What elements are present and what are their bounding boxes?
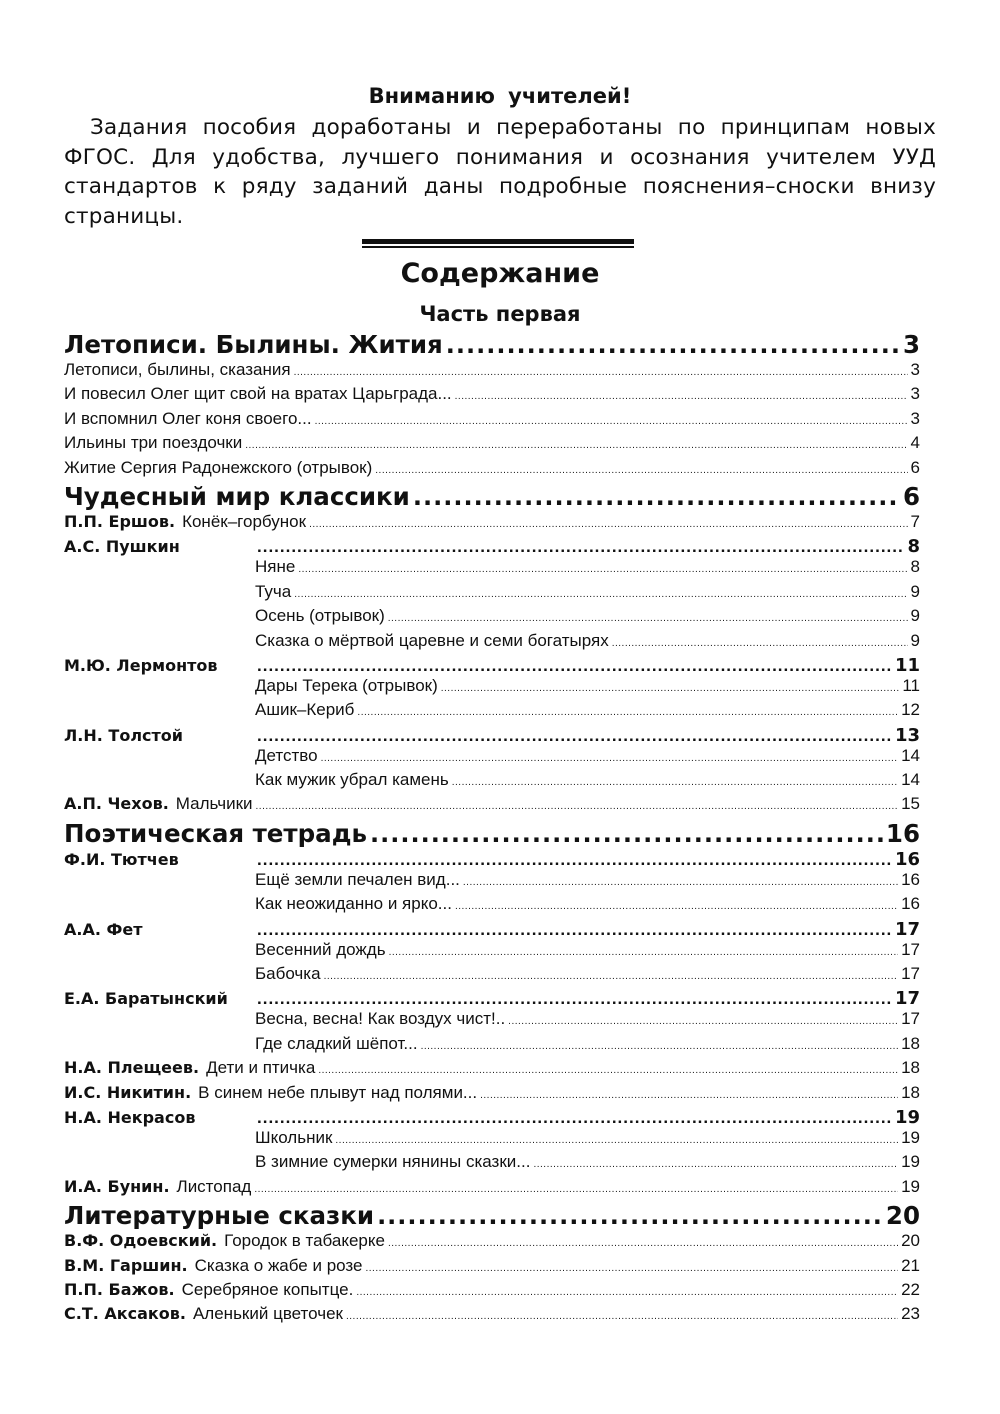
toc-page-number: 13 xyxy=(894,724,920,746)
toc-item[interactable] xyxy=(64,433,920,457)
toc-author: Е.А. Баратынский xyxy=(64,989,228,1009)
toc-item-title: Сказка о жабе и розе xyxy=(194,1255,363,1275)
toc-item[interactable] xyxy=(64,676,920,700)
toc-page-number: 14 xyxy=(901,770,920,790)
toc-leader-dots xyxy=(480,1090,898,1101)
toc-item[interactable] xyxy=(64,384,920,408)
toc-author[interactable] xyxy=(64,849,920,870)
toc-page-number: 16 xyxy=(894,848,920,870)
toc-page-number: 19 xyxy=(901,1127,920,1147)
toc-page-number: 16 xyxy=(901,869,920,889)
toc-item-title: Ашик–Кериб xyxy=(255,700,355,720)
toc-author[interactable] xyxy=(64,655,920,676)
toc-page-number: 18 xyxy=(901,1058,920,1078)
toc-leader-dots xyxy=(298,564,907,575)
toc-item-title: Городок в табакерке xyxy=(224,1231,385,1251)
toc-leader-dots xyxy=(421,1041,899,1052)
toc-item-title: Аленький цветочек xyxy=(192,1304,343,1324)
toc-author[interactable] xyxy=(64,988,920,1009)
toc-leader-dots xyxy=(446,331,900,359)
toc-author: М.Ю. Лермонтов xyxy=(64,655,218,675)
toc-author: В.М. Гаршин. xyxy=(64,1255,188,1275)
toc-page-number: 12 xyxy=(901,700,920,720)
toc-leader-dots xyxy=(294,367,908,378)
toc-section[interactable] xyxy=(64,482,920,512)
toc-item-title: Как неожиданно и ярко... xyxy=(255,894,452,914)
toc-item[interactable] xyxy=(64,1034,920,1058)
toc-leader-dots xyxy=(388,1238,898,1249)
toc-item-title: Дети и птичка xyxy=(206,1058,316,1078)
toc-item-title: В синем небе плывут над полями... xyxy=(198,1082,478,1102)
toc-page-number: 19 xyxy=(901,1152,920,1172)
toc-leader-dots xyxy=(256,801,899,812)
toc-page-number: 15 xyxy=(901,794,920,814)
toc-leader-dots xyxy=(377,1202,883,1230)
toc-leader-dots xyxy=(315,416,908,427)
toc-leader-dots xyxy=(612,638,908,649)
toc-item-title: Где сладкий шёпот... xyxy=(255,1033,418,1053)
toc-item[interactable] xyxy=(64,894,920,918)
toc-page-number: 19 xyxy=(901,1176,920,1196)
divider-thick xyxy=(362,239,634,244)
toc-page-number: 23 xyxy=(901,1304,920,1324)
toc-item-title: Школьник xyxy=(255,1127,333,1147)
toc-leader-dots xyxy=(365,1263,898,1274)
toc-leader-dots xyxy=(257,656,892,676)
toc-leader-dots xyxy=(254,1184,898,1195)
toc-page-number: 18 xyxy=(901,1033,920,1053)
toc-item[interactable] xyxy=(64,606,920,630)
toc-item[interactable] xyxy=(64,360,920,384)
toc-page-number: 20 xyxy=(901,1231,920,1251)
toc-section[interactable] xyxy=(64,1201,920,1231)
toc-leader-dots xyxy=(413,483,900,511)
toc-page-number: 18 xyxy=(901,1082,920,1102)
toc-author[interactable] xyxy=(64,1107,920,1128)
notice-text: Задания пособия доработаны и переработаны по принципам новых ФГОС. Для удобства, лучшего понимания и осознания учителем УУД стандартов к ряду заданий даны подробные пояснения–сноски внизу страницы. xyxy=(64,115,936,229)
toc-item[interactable] xyxy=(64,409,920,433)
toc-page-number: 3 xyxy=(902,330,920,359)
toc-item[interactable] xyxy=(64,1231,920,1255)
toc-leader-dots xyxy=(508,1016,898,1027)
toc-author[interactable] xyxy=(64,725,920,746)
toc-page-number: 17 xyxy=(894,918,920,940)
toc-item-title: Ещё земли печален вид... xyxy=(255,869,460,889)
toc-leader-dots xyxy=(309,519,907,530)
toc-item[interactable] xyxy=(64,1083,920,1107)
toc-author: И.С. Никитин. xyxy=(64,1082,192,1102)
toc-item[interactable] xyxy=(64,940,920,964)
toc-author: А.А. Фет xyxy=(64,919,143,939)
toc-leader-dots xyxy=(533,1159,898,1170)
toc-item[interactable] xyxy=(64,582,920,606)
toc-leader-dots xyxy=(452,777,898,788)
toc-author: И.А. Бунин. xyxy=(64,1176,170,1196)
toc-page-number: 11 xyxy=(894,654,920,676)
toc-page-number: 9 xyxy=(910,630,920,650)
toc-page-number: 17 xyxy=(901,939,920,959)
toc-leader-dots xyxy=(346,1311,898,1322)
toc-leader-dots xyxy=(455,901,898,912)
toc-page-number: 14 xyxy=(901,745,920,765)
toc-item-title: Весна, весна! Как воздух чист!.. xyxy=(255,1009,506,1029)
toc-item-title: Весенний дождь xyxy=(255,939,386,959)
toc-item-title: Как мужик убрал камень xyxy=(255,770,449,790)
toc-leader-dots xyxy=(257,1108,892,1128)
toc-author: Л.Н. Толстой xyxy=(64,725,183,745)
toc-leader-dots xyxy=(441,683,900,694)
toc-author: В.Ф. Одоевский. xyxy=(64,1231,218,1251)
toc-page-number: 17 xyxy=(894,988,920,1010)
toc-item[interactable] xyxy=(64,512,920,536)
toc-item[interactable] xyxy=(64,1009,920,1033)
toc-page-number: 9 xyxy=(910,606,920,626)
table-of-contents xyxy=(64,330,920,1329)
toc-item-title: Серебряное копытце. xyxy=(181,1279,354,1299)
toc-author: Н.А. Плещеев. xyxy=(64,1058,200,1078)
toc-item[interactable] xyxy=(64,1256,920,1280)
toc-leader-dots xyxy=(375,465,907,476)
toc-section-title: Литературные сказки xyxy=(64,1201,375,1231)
toc-page-number: 4 xyxy=(910,433,920,453)
toc-item-title: Житие Сергия Радонежского (отрывок) xyxy=(64,457,373,477)
toc-page-number: 16 xyxy=(901,894,920,914)
toc-section-title: Чудесный мир классики xyxy=(64,481,410,511)
toc-author: П.П. Ершов. xyxy=(64,511,176,531)
toc-page-number: 6 xyxy=(902,481,920,511)
toc-page-number: 22 xyxy=(901,1279,920,1299)
toc-leader-dots xyxy=(463,877,898,888)
toc-leader-dots xyxy=(321,753,898,764)
toc-page-number: 8 xyxy=(910,557,920,577)
toc-page-number: 17 xyxy=(901,964,920,984)
toc-item[interactable] xyxy=(64,700,920,724)
toc-item-title: Ильины три поездочки xyxy=(64,433,243,453)
toc-page-number: 20 xyxy=(885,1201,920,1231)
part-title: Часть первая xyxy=(419,302,581,326)
toc-leader-dots xyxy=(318,1065,898,1076)
toc-page-number: 8 xyxy=(907,536,920,558)
toc-item-title: Детство xyxy=(255,745,318,765)
toc-leader-dots xyxy=(257,850,892,870)
toc-leader-dots xyxy=(357,707,898,718)
toc-leader-dots xyxy=(245,440,907,451)
toc-item-title: Сказка о мёртвой царевне и семи богатырях xyxy=(255,630,609,650)
toc-item[interactable] xyxy=(64,870,920,894)
toc-leader-dots xyxy=(455,391,908,402)
toc-item[interactable] xyxy=(64,1058,920,1082)
toc-item[interactable] xyxy=(64,458,920,482)
notice-title: Вниманию учителей! xyxy=(368,84,632,108)
toc-item[interactable] xyxy=(64,631,920,655)
toc-item[interactable] xyxy=(64,1304,920,1328)
toc-page-number: 9 xyxy=(910,581,920,601)
toc-page-number: 11 xyxy=(902,675,920,695)
toc-leader-dots xyxy=(370,820,883,848)
toc-author[interactable] xyxy=(64,536,920,557)
toc-section[interactable] xyxy=(64,819,920,849)
toc-item[interactable] xyxy=(64,557,920,581)
toc-item-title: Конёк–горбунок xyxy=(182,511,307,531)
toc-leader-dots xyxy=(389,947,899,958)
toc-item[interactable] xyxy=(64,1128,920,1152)
toc-author: Ф.И. Тютчев xyxy=(64,849,179,869)
toc-item[interactable] xyxy=(64,1177,920,1201)
toc-leader-dots xyxy=(356,1287,898,1298)
toc-leader-dots xyxy=(388,613,908,624)
toc-item-title: В зимние сумерки нянины сказки... xyxy=(255,1152,531,1172)
toc-item[interactable] xyxy=(64,1280,920,1304)
toc-item[interactable] xyxy=(64,1152,920,1176)
toc-page-number: 16 xyxy=(885,818,920,848)
toc-leader-dots xyxy=(257,920,892,940)
toc-author: С.Т. Аксаков. xyxy=(64,1304,186,1324)
toc-item-title: Няне xyxy=(255,557,296,577)
toc-author: А.П. Чехов. xyxy=(64,794,169,814)
toc-item-title: Осень (отрывок) xyxy=(255,606,385,626)
toc-item[interactable] xyxy=(64,794,920,818)
toc-leader-dots xyxy=(257,726,892,746)
toc-page-number: 21 xyxy=(901,1255,920,1275)
toc-leader-dots xyxy=(324,971,899,982)
toc-page-number: 6 xyxy=(910,457,920,477)
toc-item-title: И вспомнил Олег коня своего... xyxy=(64,408,312,428)
toc-page-number: 3 xyxy=(910,408,920,428)
divider-thin xyxy=(362,246,634,248)
toc-item-title: И повесил Олег щит свой на вратах Царьграда... xyxy=(64,384,452,404)
toc-section-title: Летописи. Былины. Жития xyxy=(64,330,443,359)
toc-page-number: 3 xyxy=(910,384,920,404)
toc-item-title: Летописи, былины, сказания xyxy=(64,360,291,379)
toc-item-title: Дары Терека (отрывок) xyxy=(255,675,438,695)
toc-leader-dots xyxy=(294,589,907,600)
toc-item[interactable] xyxy=(64,964,920,988)
toc-page-number: 3 xyxy=(910,360,920,379)
toc-author: П.П. Бажов. xyxy=(64,1279,175,1299)
toc-item[interactable] xyxy=(64,746,920,770)
toc-page-number: 7 xyxy=(910,511,920,531)
toc-item-title: Бабочка xyxy=(255,964,321,984)
toc-section-title: Поэтическая тетрадь xyxy=(64,818,367,848)
toc-item-title: Туча xyxy=(255,581,292,601)
toc-item-title: Мальчики xyxy=(175,794,253,814)
toc-item[interactable] xyxy=(64,770,920,794)
toc-leader-dots xyxy=(335,1135,898,1146)
toc-page-number: 17 xyxy=(901,1009,920,1029)
toc-author[interactable] xyxy=(64,919,920,940)
toc-author: Н.А. Некрасов xyxy=(64,1107,196,1127)
toc-leader-dots xyxy=(257,537,904,557)
toc-item-title: Листопад xyxy=(176,1176,252,1196)
toc-author: А.С. Пушкин xyxy=(64,537,180,557)
toc-page-number: 19 xyxy=(894,1106,920,1128)
toc-section[interactable] xyxy=(64,330,920,360)
toc-title: Содержание xyxy=(400,258,600,289)
toc-leader-dots xyxy=(257,989,892,1009)
